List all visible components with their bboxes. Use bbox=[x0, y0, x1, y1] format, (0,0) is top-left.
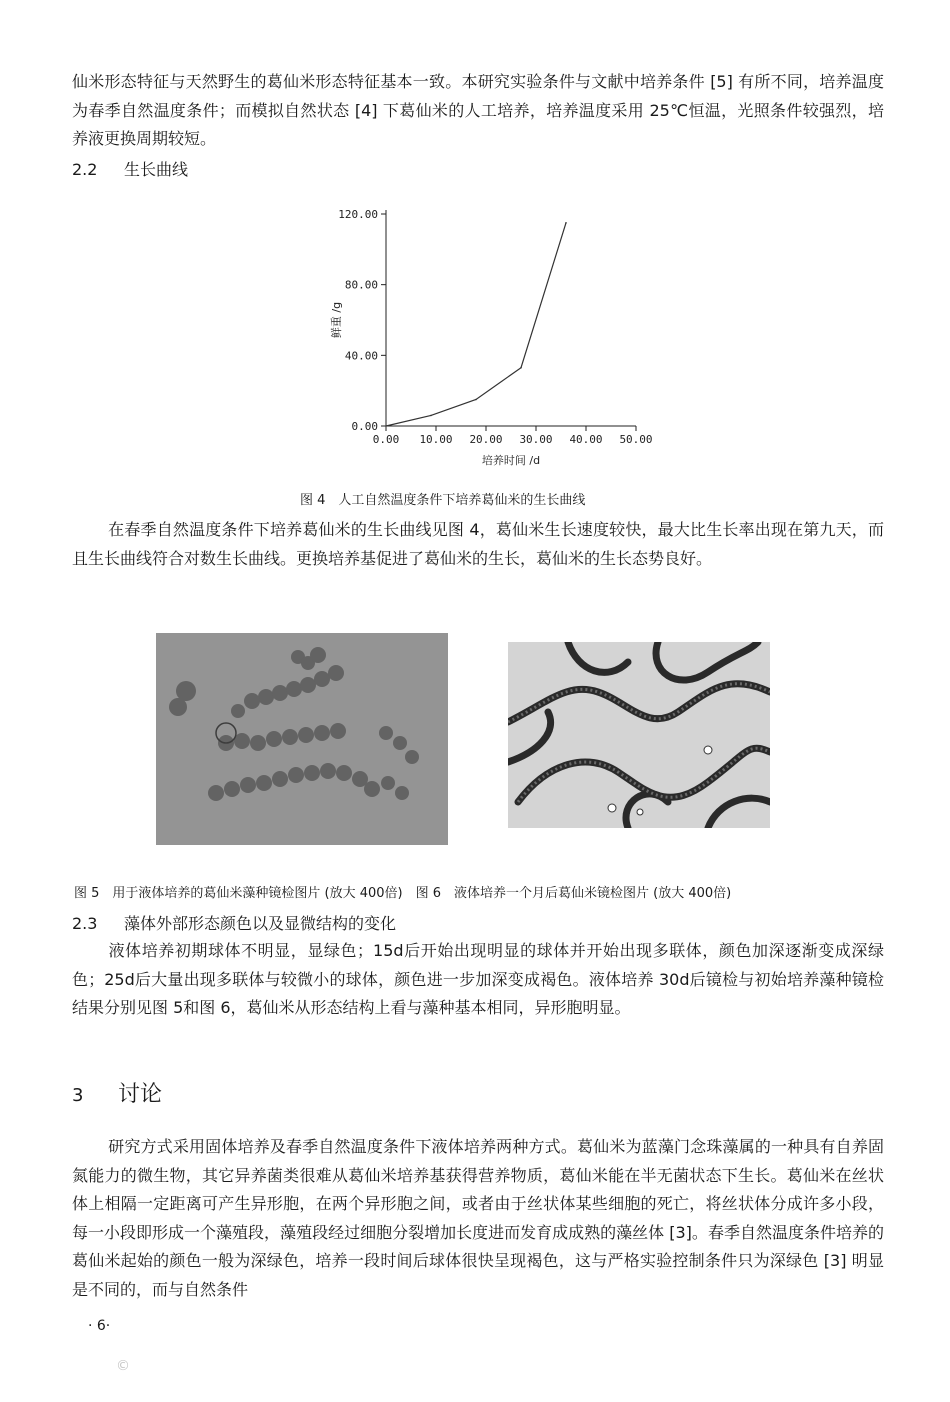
y-tick-label: 0.00 bbox=[351, 420, 378, 433]
section-title: 生长曲线 bbox=[124, 160, 189, 179]
growth-curve-chart bbox=[326, 200, 674, 472]
x-axis-label: 培养时间 /d bbox=[481, 454, 541, 467]
x-tick-label: 20.00 bbox=[469, 433, 503, 446]
discussion-paragraph: 研究方式采用固体培养及春季自然温度条件下液体培养两种方式。葛仙米为蓝藻门念珠藻属的一种具有自养固氮能力的微生物，其它异养菌类很难从葛仙米培养基获得营养物质，葛仙米能在半无菌状态下生长。葛仙米在丝状体上相隔一定距离可产生异形胞，在两个异形胞之间，或者由于丝状体某些细胞的死亡，将丝状体分成许多小段，每一小段即形成一个藻殖段，藻殖段经过细胞分裂增加长度进而发育成成熟的藻丝体 [3]。春季自然温度条件培养的葛仙米起始的颜色一般为深绿色，培养一段时间后球体很快呈现褐色，这与严格实验控制条件只为深绿色 [3] 明显是不同的，而与自然条件 bbox=[72, 1137, 884, 1299]
page-number: · 6· bbox=[88, 1318, 111, 1334]
y-tick-label: 120.00 bbox=[338, 208, 378, 221]
y-tick-label: 80.00 bbox=[344, 278, 378, 292]
microscope-photo-fig5 bbox=[156, 633, 448, 845]
intro-paragraph: 仙米形态特征与天然野生的葛仙米形态特征基本一致。本研究实验条件与文献中培养条件 [5] 有所不同，培养温度为春季自然温度条件；而模拟自然状态 [4] 下葛仙米的人工培养，培养温度采用 25℃恒温，光照条件较强烈，培养液更换周期较短。 bbox=[72, 72, 884, 149]
growth-paragraph: 在春季自然温度条件下培养葛仙米的生长曲线见图 4，葛仙米生长速度较快，最大比生长率出现在第九天，而且生长曲线符合对数生长曲线。更换培养基促进了葛仙米的生长，葛仙米的生长态势良好。 bbox=[72, 520, 884, 568]
data-point bbox=[475, 399, 477, 401]
morphology-paragraph: 液体培养初期球体不明显，显绿色；15d后开始出现明显的球体并开始出现多联体，颜色加深逐渐变成深绿色；25d后大量出现多联体与较微小的球体，颜色进一步加深变成褐色。液体培养 30d后镜检与初始培养藻种镜检结果分别见图 5和图 6，葛仙米从形态结构上看与藻种基本相同，异形胞明显。 bbox=[72, 941, 884, 1018]
section-title: 藻体外部形态颜色以及显微结构的变化 bbox=[124, 914, 397, 933]
x-tick-label: 30.00 bbox=[519, 433, 553, 446]
x-tick-label: 0.00 bbox=[372, 433, 400, 446]
section-number: 3 bbox=[72, 1085, 84, 1106]
data-point bbox=[430, 415, 432, 417]
section-number: 2.3 bbox=[72, 914, 98, 933]
data-point bbox=[565, 222, 567, 224]
x-tick-label: 40.00 bbox=[569, 433, 603, 446]
data-point bbox=[520, 367, 522, 369]
section-3-heading bbox=[72, 1080, 162, 1111]
section-2-3-heading bbox=[72, 912, 396, 936]
y-tick-label: 40.00 bbox=[344, 349, 378, 363]
x-tick-label: 10.00 bbox=[419, 433, 453, 446]
section-2-2-heading bbox=[72, 158, 188, 182]
microscope-photo-fig6 bbox=[508, 642, 770, 828]
section-number: 2.2 bbox=[72, 160, 98, 179]
series-line bbox=[386, 223, 566, 426]
y-axis-label: 鲜重 /g bbox=[330, 301, 343, 339]
copyright-mark: © bbox=[116, 1358, 130, 1374]
x-tick-label: 50.00 bbox=[619, 433, 653, 446]
data-point bbox=[385, 425, 387, 427]
figure5-6-caption: 图 5 用于液体培养的葛仙米藻种镜检图片 (放大 400倍) 图 6 液体培养一个月后葛仙米镜检图片 (放大 400倍) bbox=[74, 886, 732, 901]
section-title: 讨论 bbox=[118, 1082, 163, 1107]
figure4-caption: 图 4 人工自然温度条件下培养葛仙米的生长曲线 bbox=[300, 493, 586, 508]
